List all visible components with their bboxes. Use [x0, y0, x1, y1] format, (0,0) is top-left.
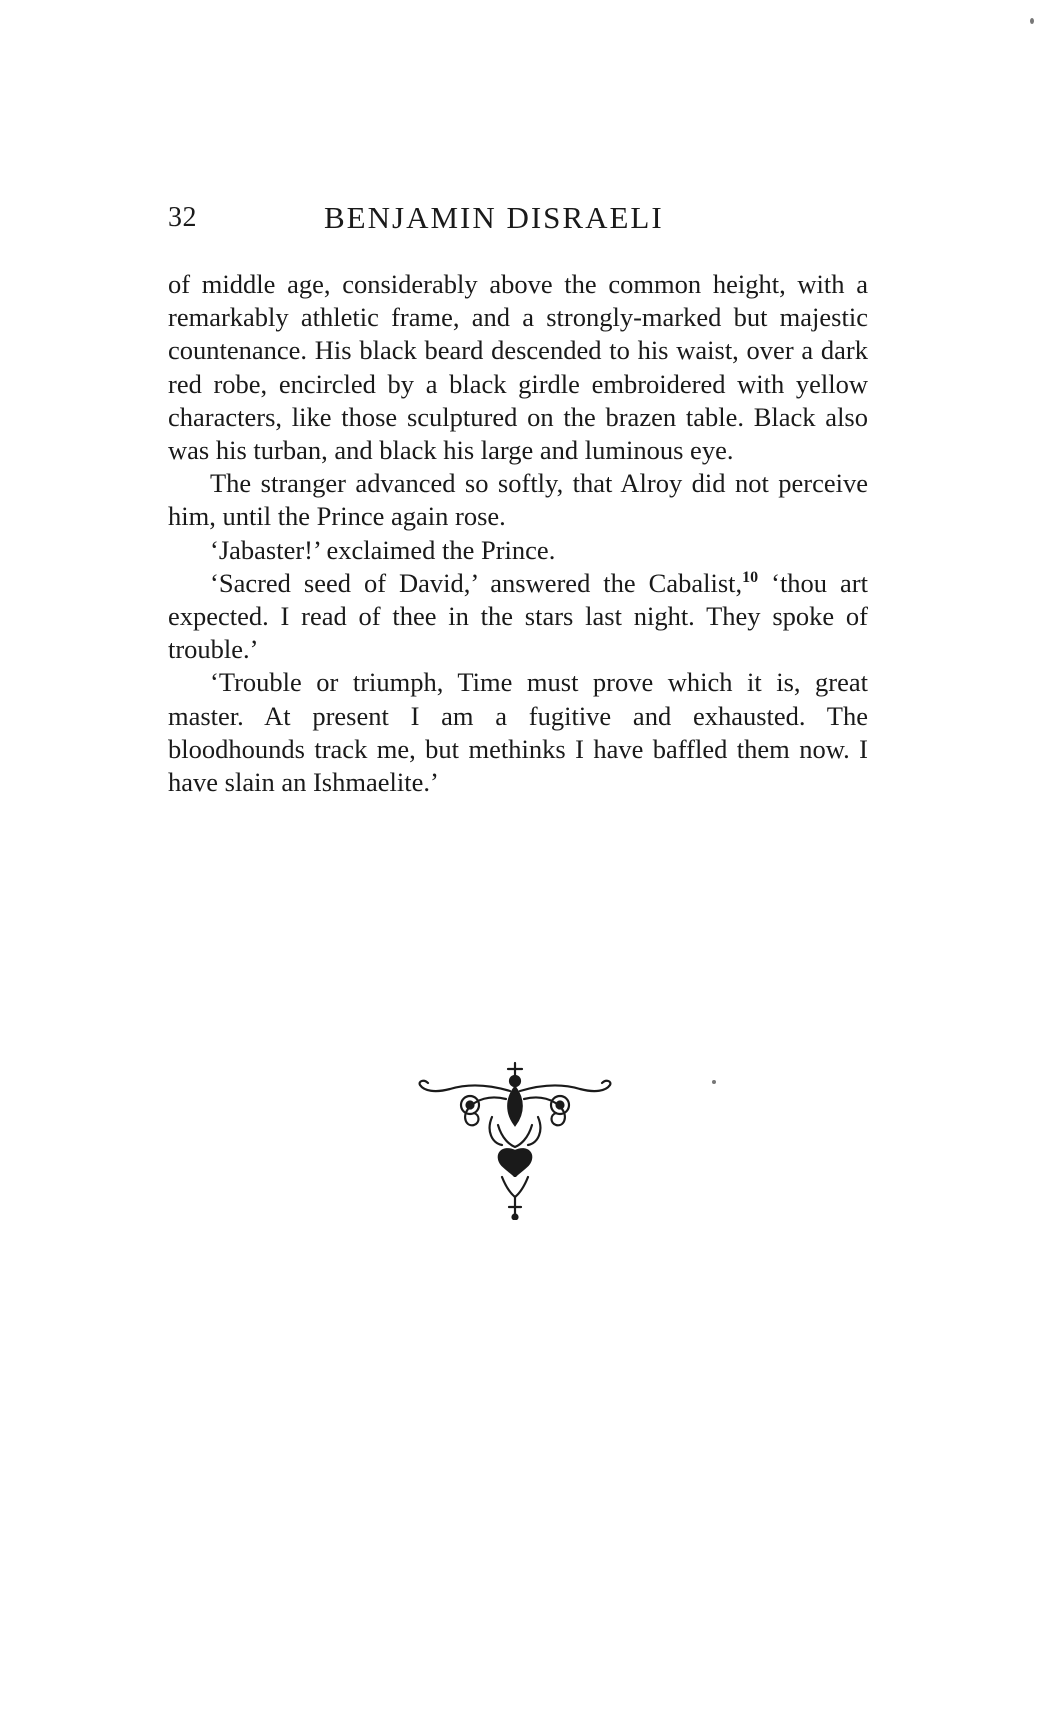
- footnote-marker[interactable]: 10: [742, 569, 759, 586]
- paper-speck: [712, 1080, 716, 1084]
- page-header: [168, 200, 868, 240]
- paragraph-with-footnote: [168, 567, 868, 667]
- paragraph: The stranger advanced so softly, that Alroy did not perceive him, until the Prince again rose.: [168, 468, 868, 532]
- paper-speck: [1030, 18, 1034, 24]
- page-number: 32: [168, 202, 197, 233]
- paragraph: ‘Jabaster!’ exclaimed the Prince.: [210, 534, 556, 565]
- paragraph-text: ‘Sacred seed of David,’ answered the Cabalist,: [210, 567, 743, 598]
- fleuron-ornament-icon: [410, 1055, 620, 1220]
- paragraph-text: ‘thou art expected. I read of thee in the stars last night. They spoke of trouble.’: [168, 567, 868, 665]
- running-title: BENJAMIN DISRAELI: [324, 200, 664, 235]
- paragraph-continued: of middle age, considerably above the common height, with a remarkably athletic frame, and a strongly-marked but majestic countenance. His black beard descended to his waist, over a dark red robe, encircled by a black girdle embroidered with yellow characters, like those sculptured on the brazen table. Black also was his turban, and black his large and luminous eye.: [168, 269, 868, 466]
- paragraph: ‘Trouble or triumph, Time must prove which it is, great master. At present I am a fugitive and exhausted. The bloodhounds track me, but methinks I have baffled them now. I have slain an Ishmaelite.’: [168, 667, 868, 798]
- body-text: [168, 268, 868, 799]
